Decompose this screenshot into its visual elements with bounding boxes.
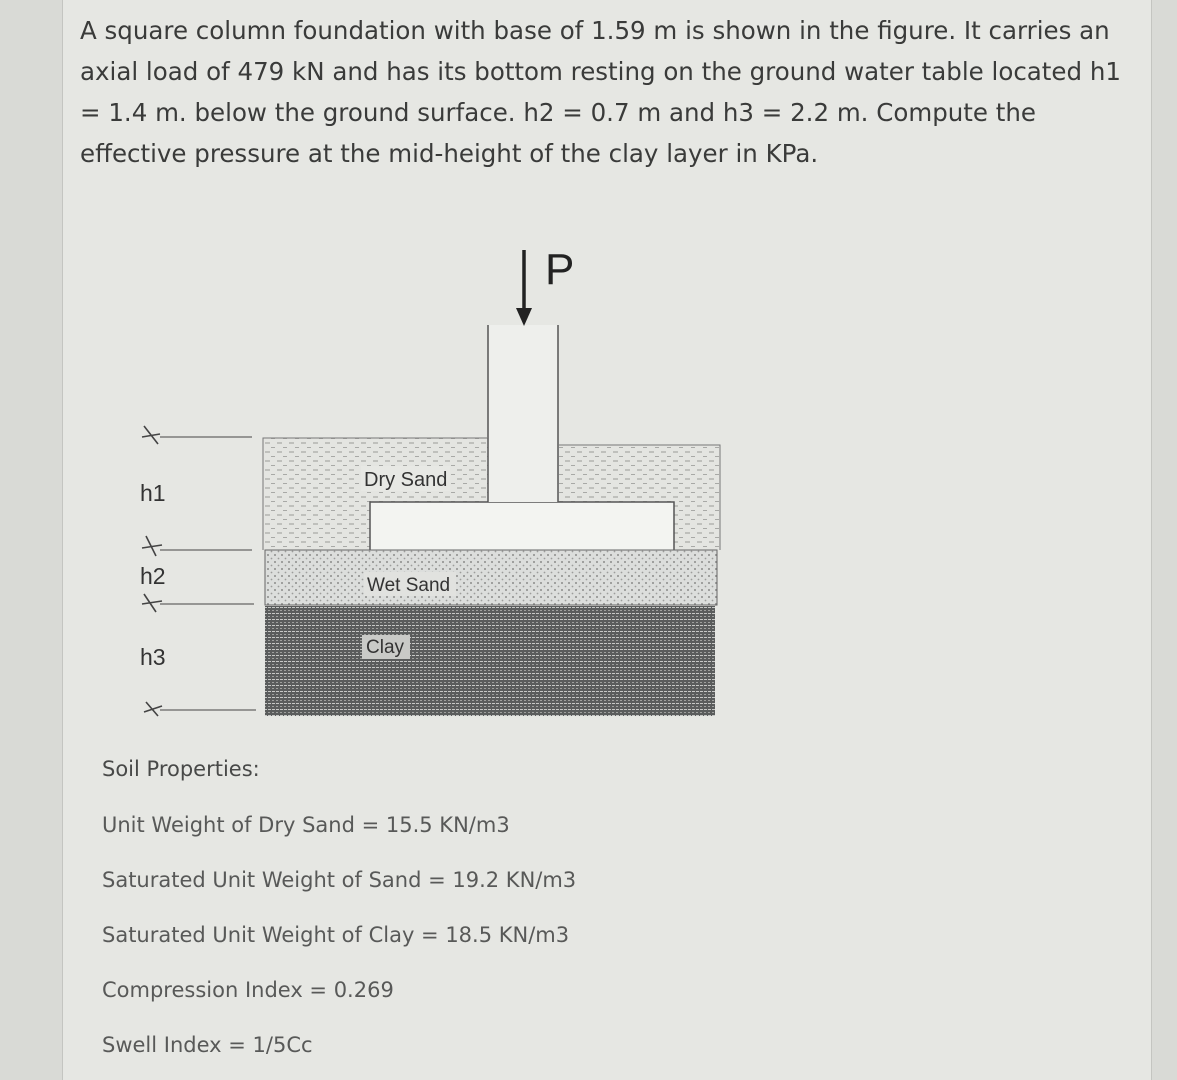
tick-h2 [142, 594, 162, 612]
property-saturated-clay-unit-weight: Saturated Unit Weight of Clay = 18.5 KN/m3 [102, 923, 570, 947]
property-dry-sand-unit-weight: Unit Weight of Dry Sand = 15.5 KN/m3 [102, 813, 510, 837]
dim-label-h1: h1 [140, 480, 166, 506]
soil-properties-heading: Soil Properties: [102, 757, 260, 781]
wet-sand-layer [265, 550, 717, 605]
column-stem [488, 325, 558, 502]
dry-sand-label: Dry Sand [364, 469, 448, 491]
property-swell-index: Swell Index = 1/5Cc [102, 1033, 313, 1057]
property-compression-index: Compression Index = 0.269 [102, 978, 394, 1002]
tick-top [142, 426, 160, 444]
dim-label-h3: h3 [140, 644, 166, 670]
tick-h3 [144, 702, 162, 716]
wet-sand-label: Wet Sand [367, 575, 451, 596]
tick-h1 [142, 536, 162, 556]
question-text: A square column foundation with base of 1.59 m is shown in the figure. It carries an axial load of 479 kN and has its bottom resting on the ground water table located h1 = 1.4 m. below the ground surface. h2 = 0.7 m and h3 = 2.2 m. Compute the effective pressure at the mid-height of the clay layer in KPa. [80, 16, 1121, 168]
load-arrow-head [516, 308, 532, 326]
clay-label: Clay [366, 637, 405, 658]
clay-layer [265, 606, 715, 716]
footing-slab [370, 502, 674, 557]
load-label: P [545, 245, 575, 294]
soil-properties [102, 748, 802, 1079]
dim-label-h2: h2 [140, 563, 166, 589]
property-saturated-sand-unit-weight: Saturated Unit Weight of Sand = 19.2 KN/m3 [102, 868, 577, 892]
